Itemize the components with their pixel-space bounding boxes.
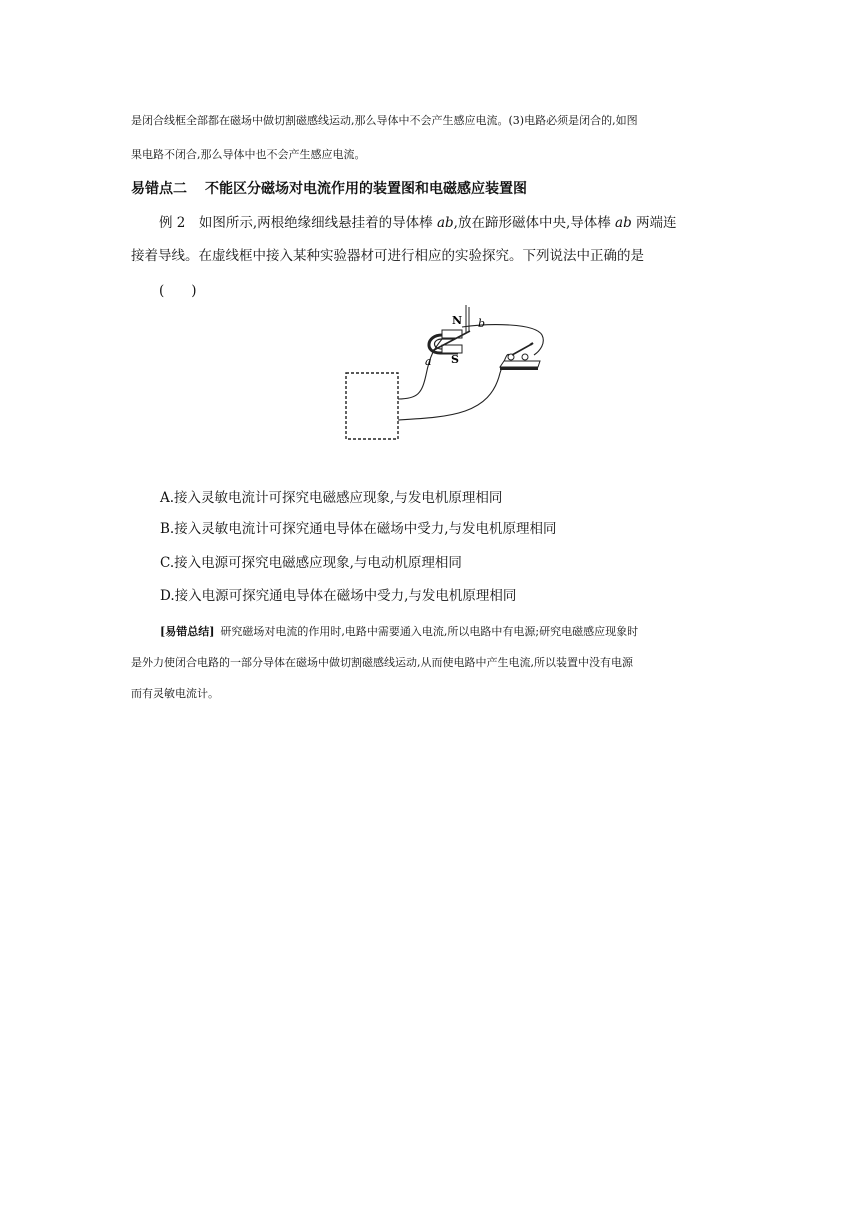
example-ab: ab	[615, 215, 632, 231]
option-c: C.接入电源可探究电磁感应现象,与电动机原理相同	[160, 555, 462, 571]
intro-line-1: 是闭合线框全部都在磁场中做切割磁感线运动,那么导体中不会产生感应电流。(3)电路必须是闭合的,如图	[131, 114, 638, 127]
example-text: ,放在蹄形磁体中央,导体棒	[453, 215, 616, 231]
example-line-2: 接着导线。在虚线框中接入某种实验器材可进行相应的实验探究。下列说法中正确的是	[131, 248, 644, 264]
summary-text: 研究磁场对电流的作用时,电路中需要通入电流,所以电路中有电源;研究电磁感应现象时	[220, 625, 639, 638]
experiment-figure	[330, 305, 560, 445]
section-label: 易错点二	[131, 181, 187, 197]
wire-upper	[398, 339, 442, 399]
wire-b	[462, 325, 543, 355]
label-s: S	[451, 353, 459, 366]
intro-line-2: 果电路不闭合,那么导体中也不会产生感应电流。	[131, 148, 366, 161]
example-text: 例 2 如图所示,两根绝缘细线悬挂着的导体棒	[159, 215, 437, 231]
option-d: D.接入电源可探究通电导体在磁场中受力,与发电机原理相同	[160, 588, 517, 604]
example-ab: ab	[436, 215, 454, 231]
label-b: b	[478, 317, 486, 330]
label-n: N	[452, 314, 463, 327]
section-title: 不能区分磁场对电流作用的装置图和电磁感应装置图	[205, 181, 527, 197]
section-heading	[131, 178, 545, 198]
summary-line-2: 是外力使闭合电路的一部分导体在磁场中做切割磁感线运动,从而使电路中产生电流,所以装置中没有电源	[131, 656, 633, 669]
answer-bracket: ( )	[159, 283, 197, 299]
summary-tag: [易错总结]	[160, 625, 215, 638]
label-a: a	[425, 355, 432, 368]
summary-line-3: 而有灵敏电流计。	[131, 687, 219, 700]
option-a: A.接入灵敏电流计可探究电磁感应现象,与发电机原理相同	[160, 490, 503, 506]
example-line-1	[159, 213, 677, 233]
example-text: 两端连	[631, 215, 677, 231]
dashed-box	[346, 373, 398, 439]
summary-line-1	[160, 616, 740, 647]
option-b: B.接入灵敏电流计可探究通电导体在磁场中受力,与发电机原理相同	[160, 521, 557, 537]
